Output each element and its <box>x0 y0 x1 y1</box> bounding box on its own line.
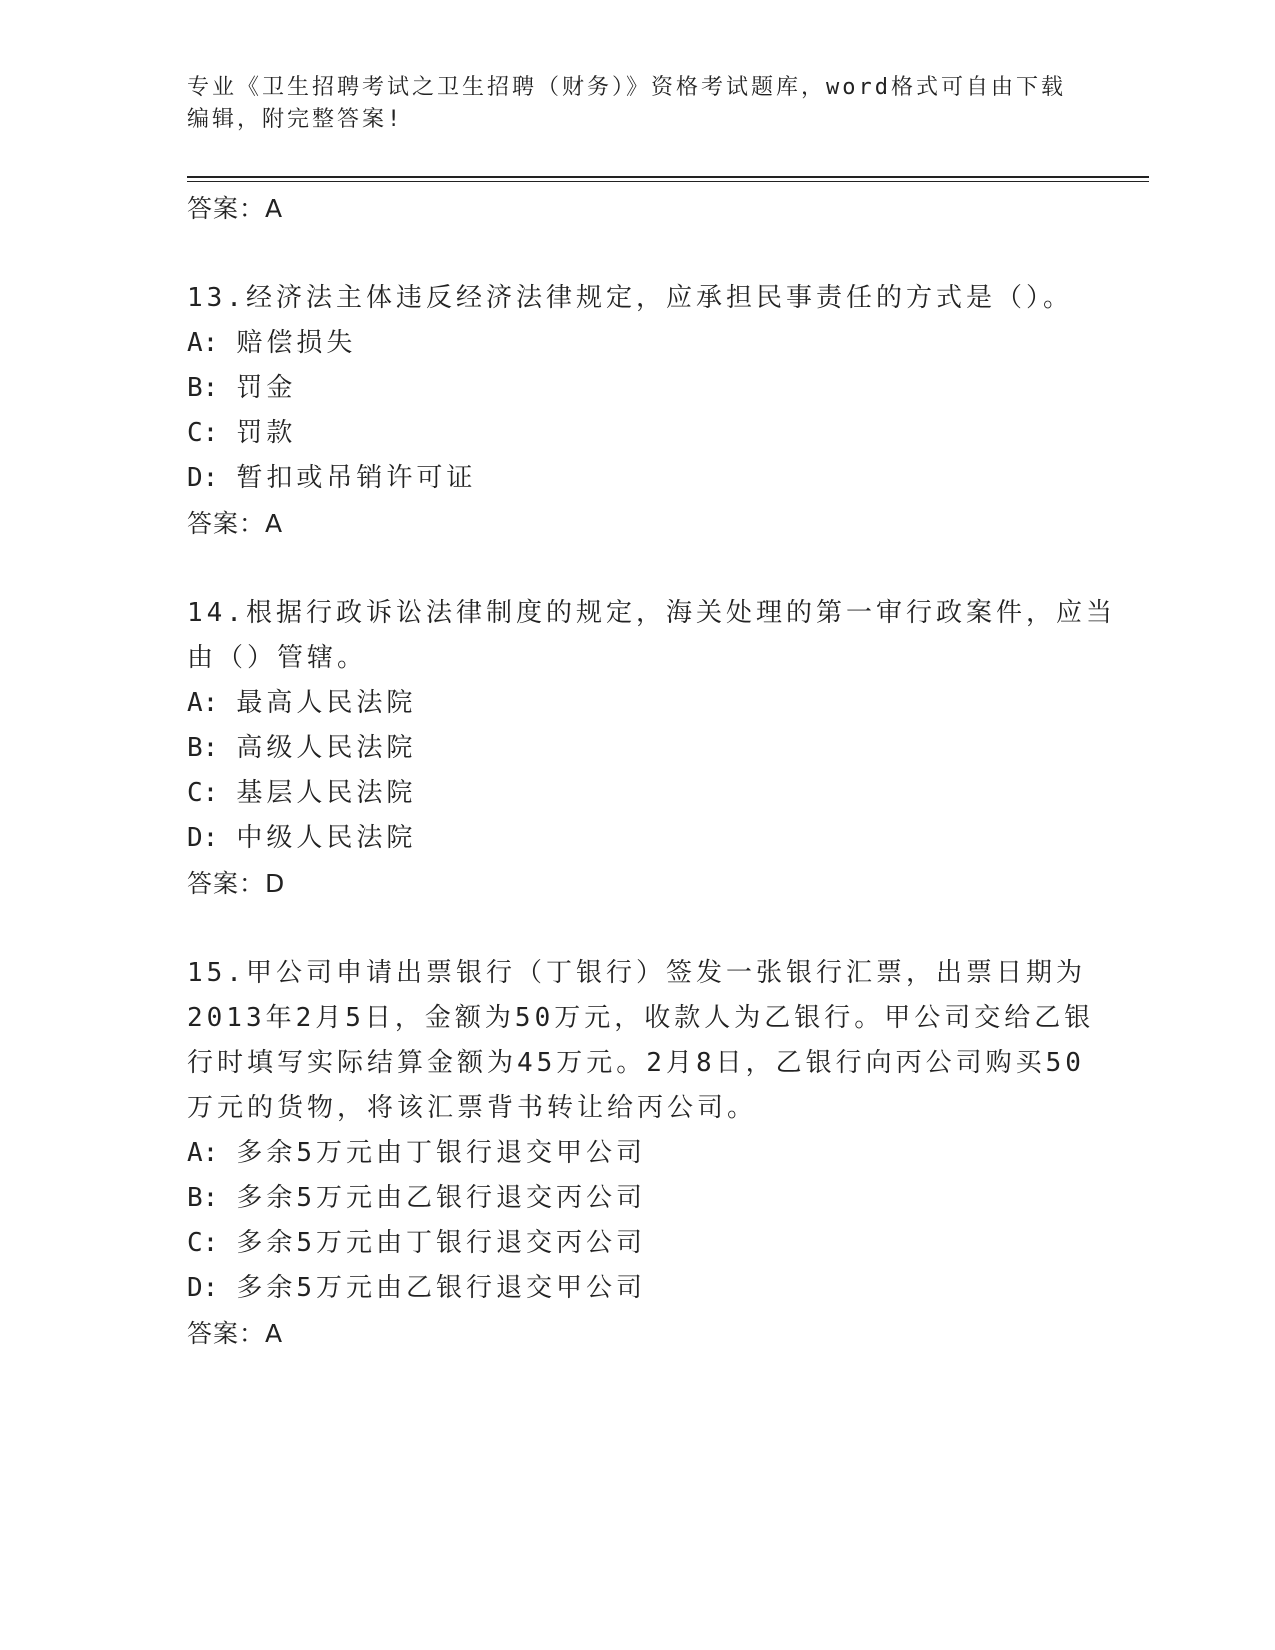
question-content <box>187 186 1116 1356</box>
option-text: 最高人民法院 <box>236 688 417 718</box>
option-letter: B: <box>187 373 219 403</box>
question-answer: 答案：A <box>187 509 284 538</box>
option-letter: A: <box>187 1138 219 1168</box>
question-spacer <box>187 546 1087 591</box>
question-spacer <box>187 906 1087 951</box>
question-text-line: 2013年2月5日，金额为50万元，收款人为乙银行。甲公司交给乙银 <box>187 1003 1095 1033</box>
question-text-line: 13.经济法主体违反经济法律规定，应承担民事责任的方式是（）。 <box>187 283 1073 313</box>
answer-option <box>187 726 1087 771</box>
page-header <box>187 72 1087 136</box>
option-letter: C: <box>187 418 219 448</box>
answer-option <box>187 321 1087 366</box>
option-letter: D: <box>187 463 219 493</box>
option-text: 高级人民法院 <box>236 733 417 763</box>
option-text: 暂扣或吊销许可证 <box>236 463 477 493</box>
question-answer: 答案：A <box>187 1319 284 1348</box>
option-letter: A: <box>187 328 219 358</box>
answer-option <box>187 816 1087 861</box>
option-text: 多余5万元由丁银行退交甲公司 <box>236 1138 646 1168</box>
question-list <box>187 231 1116 1356</box>
answer-option <box>187 456 1087 501</box>
question-text-line: 14.根据行政诉讼法律制度的规定，海关处理的第一审行政案件，应当 <box>187 598 1116 628</box>
question-block <box>187 276 1087 546</box>
answer-option <box>187 681 1087 726</box>
question-spacer <box>187 231 1087 276</box>
answer-option <box>187 1221 1087 1266</box>
option-text: 罚款 <box>236 418 297 448</box>
answer-option <box>187 411 1087 456</box>
option-text: 罚金 <box>236 373 297 403</box>
question-answer: 答案：D <box>187 869 286 898</box>
header-divider-thin <box>187 181 1149 182</box>
previous-answer: 答案：A <box>187 194 284 223</box>
question-block <box>187 951 1095 1356</box>
option-letter: C: <box>187 778 219 808</box>
option-letter: D: <box>187 1273 219 1303</box>
option-text: 多余5万元由乙银行退交甲公司 <box>236 1273 646 1303</box>
option-letter: B: <box>187 1183 219 1213</box>
option-text: 多余5万元由丁银行退交丙公司 <box>236 1228 646 1258</box>
question-text-line: 15.甲公司申请出票银行（丁银行）签发一张银行汇票，出票日期为 <box>187 958 1086 988</box>
option-letter: D: <box>187 823 219 853</box>
option-text: 多余5万元由乙银行退交丙公司 <box>236 1183 646 1213</box>
answer-option <box>187 1131 1087 1176</box>
answer-option <box>187 1176 1087 1221</box>
option-letter: C: <box>187 1228 219 1258</box>
answer-option <box>187 366 1087 411</box>
answer-option <box>187 1266 1087 1311</box>
question-text-line: 万元的货物，将该汇票背书转让给丙公司。 <box>187 1093 758 1123</box>
option-letter: A: <box>187 688 219 718</box>
question-text-line: 行时填写实际结算金额为45万元。2月8日，乙银行向丙公司购买50 <box>187 1048 1085 1078</box>
answer-option <box>187 771 1087 816</box>
header-line-1: 专业《卫生招聘考试之卫生招聘（财务）》资格考试题库，word格式可自由下载 <box>187 75 1066 100</box>
option-text: 中级人民法院 <box>236 823 417 853</box>
question-text-line: 由（）管辖。 <box>187 643 368 673</box>
option-text: 赔偿损失 <box>236 328 357 358</box>
header-line-2: 编辑，附完整答案! <box>187 107 404 132</box>
header-divider <box>187 176 1149 178</box>
option-text: 基层人民法院 <box>236 778 417 808</box>
question-block <box>187 591 1116 906</box>
option-letter: B: <box>187 733 219 763</box>
